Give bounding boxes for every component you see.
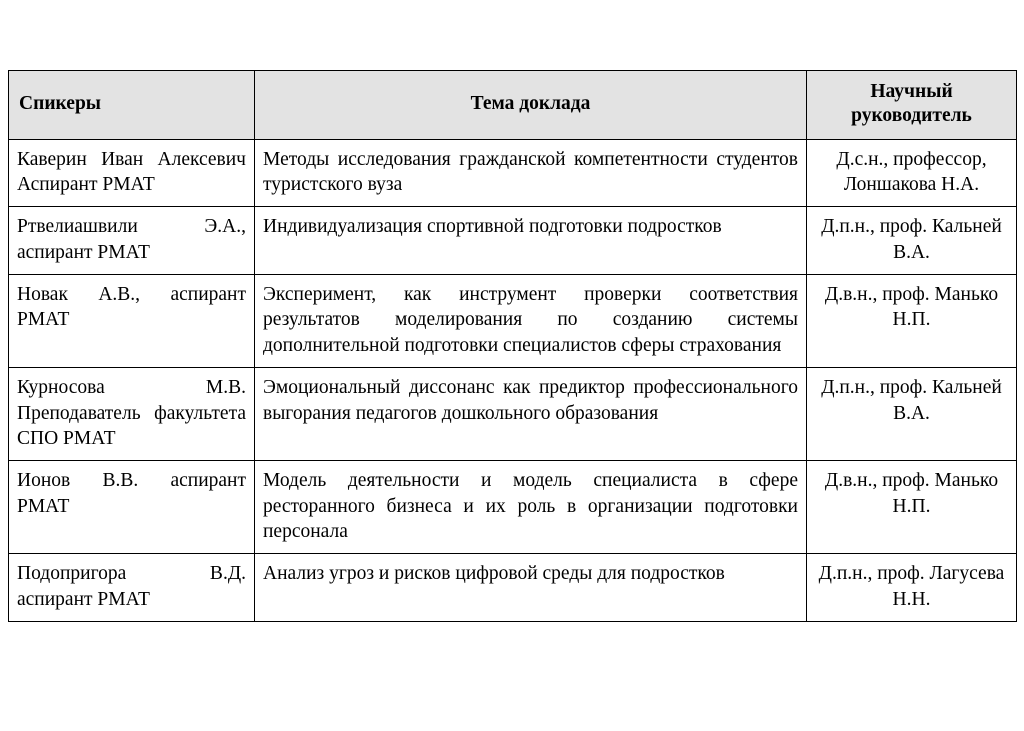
cell-topic: Индивидуализация спортивной подготовки подростков [255,207,807,275]
cell-advisor: Д.п.н., проф. Лагусева Н.Н. [807,554,1017,622]
table-row [9,461,1017,554]
table-row [9,139,1017,207]
cell-topic: Эмоциональный диссонанс как предиктор профессионального выгорания педагогов дошкольного образования [255,368,807,461]
cell-speaker: Курносова М.В. Преподаватель факультета СПО РМАТ [9,368,255,461]
cell-speaker: Каверин Иван Алексевич Аспирант РМАТ [9,139,255,207]
cell-advisor: Д.в.н., проф. Манько Н.П. [807,461,1017,554]
table-body [9,139,1017,621]
table-header-row [9,71,1017,140]
cell-advisor: Д.с.н., профессор, Лоншакова Н.А. [807,139,1017,207]
column-header-advisor-line1: Научный [870,81,953,102]
table-row [9,368,1017,461]
cell-topic: Эксперимент, как инструмент проверки соответствия результатов моделирования по созданию системы дополнительной подготовки специалистов сферы страхования [255,275,807,368]
cell-speaker: Ртвелиашвили Э.А., аспирант РМАТ [9,207,255,275]
cell-topic: Модель деятельности и модель специалиста в сфере ресторанного бизнеса и их роль в организации подготовки персонала [255,461,807,554]
cell-advisor: Д.п.н., проф. Кальней В.А. [807,368,1017,461]
speakers-schedule-table [8,70,1017,622]
column-header-topic: Тема доклада [255,71,807,140]
column-header-advisor [807,71,1017,140]
cell-topic: Методы исследования гражданской компетентности студентов туристского вуза [255,139,807,207]
cell-speaker: Ионов В.В. аспирант РМАТ [9,461,255,554]
column-header-advisor-line2: руководитель [851,105,972,127]
cell-topic: Анализ угроз и рисков цифровой среды для подростков [255,554,807,622]
column-header-speakers: Спикеры [9,71,255,140]
cell-advisor: Д.в.н., проф. Манько Н.П. [807,275,1017,368]
table-row [9,554,1017,622]
cell-speaker: Подопригора В.Д. аспирант РМАТ [9,554,255,622]
cell-speaker: Новак А.В., аспирант РМАТ [9,275,255,368]
table-row [9,275,1017,368]
table-row [9,207,1017,275]
cell-advisor: Д.п.н., проф. Кальней В.А. [807,207,1017,275]
table-header [9,71,1017,140]
